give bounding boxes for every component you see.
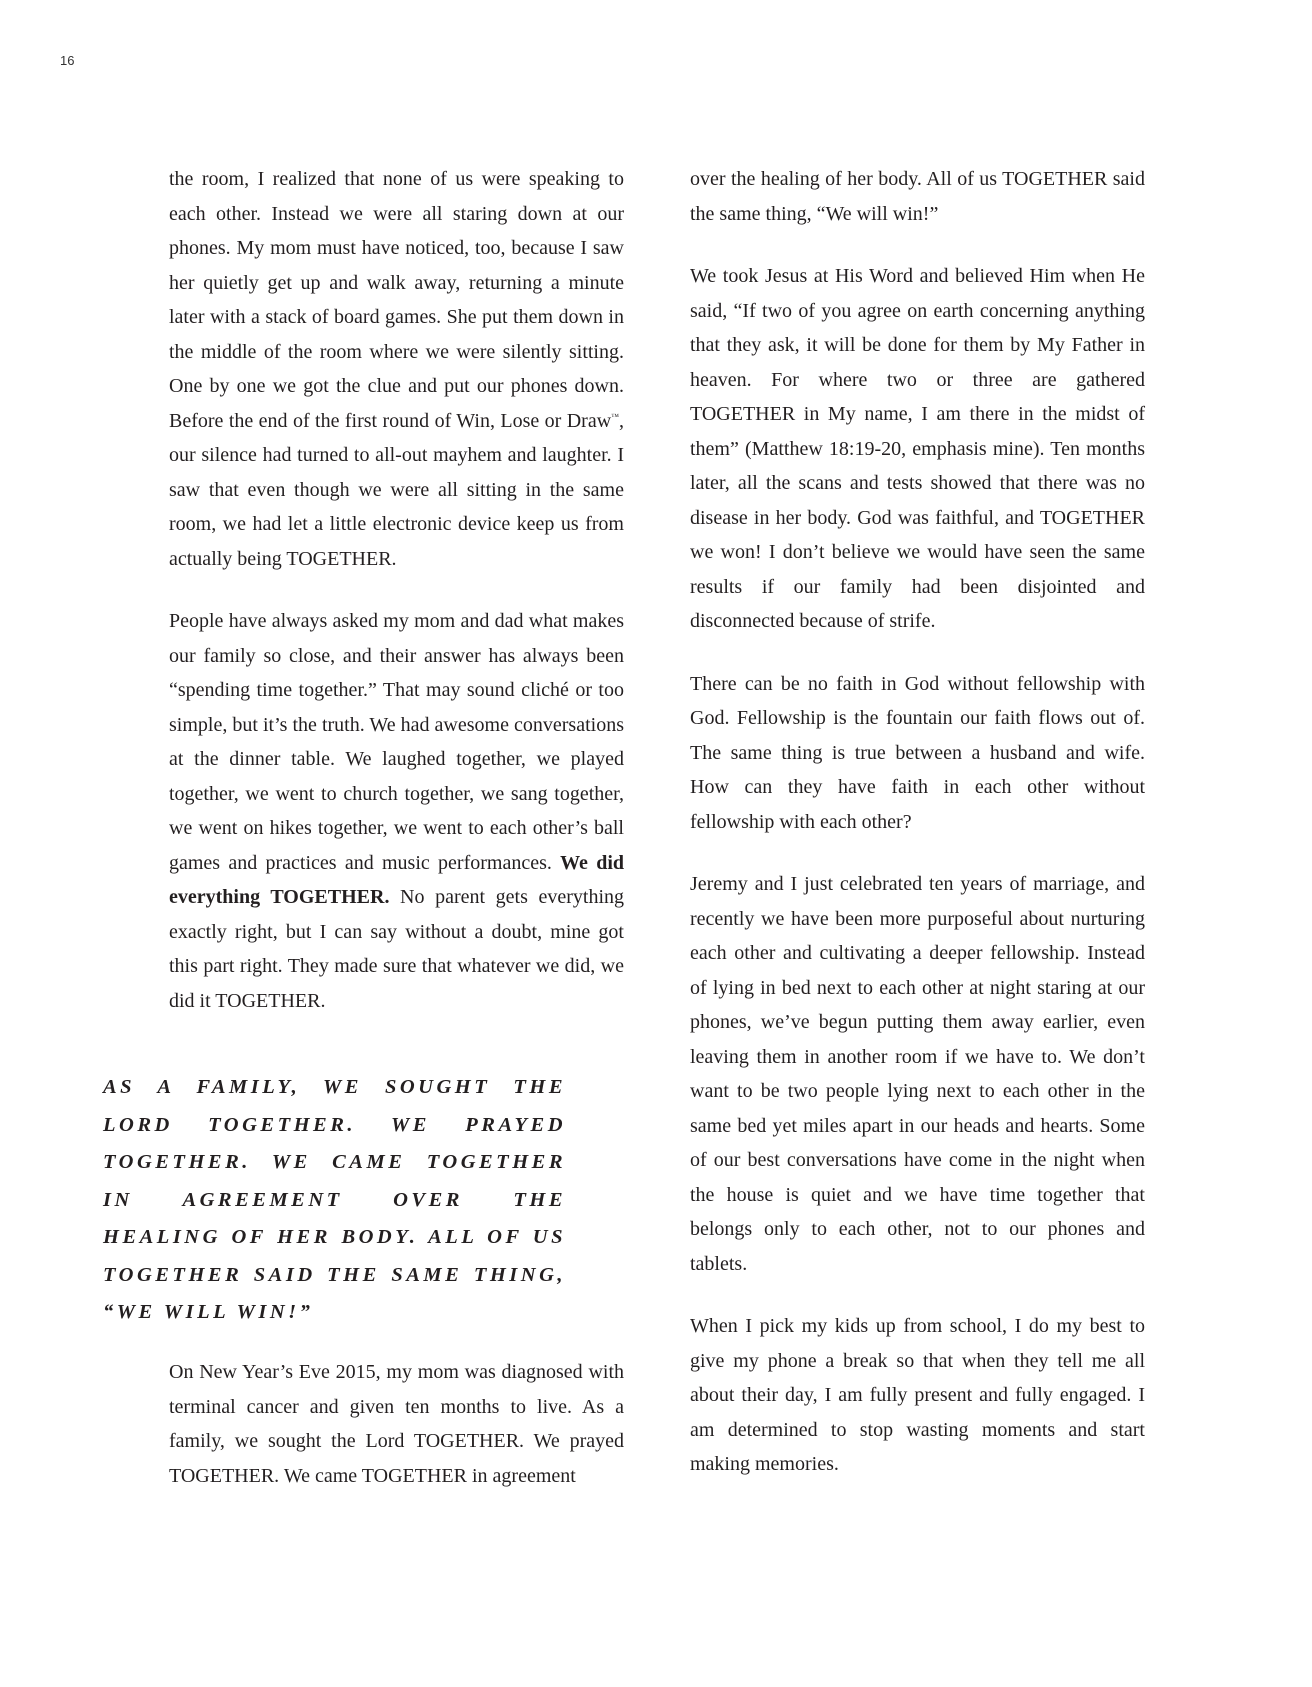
trademark-symbol: ™ bbox=[611, 411, 619, 421]
left-paragraph-2-text-b: No parent gets everything exactly right, but I can say without a doubt, mine got this part right. They made sure that whatever we did, we did it TOGETHER. bbox=[169, 886, 624, 1012]
right-paragraph-1: over the healing of her body. All of us TOGETHER said the same thing, “We will win!” bbox=[690, 168, 1145, 225]
right-paragraph-5: When I pick my kids up from school, I do my best to give my phone a break so that when they tell me all about their day, I am fully present and fully engaged. I am determined to stop wasting moments and start making memories. bbox=[690, 1315, 1145, 1475]
left-paragraph-2 bbox=[169, 604, 624, 1018]
left-paragraph-3: On New Year’s Eve 2015, my mom was diagnosed with terminal cancer and given ten months to live. As a family, we sought the Lord TOGETHER. We prayed TOGETHER. We came TOGETHER in agreement bbox=[169, 1361, 624, 1487]
left-paragraph-1-text-b: , our silence had turned to all-out mayhem and laughter. I saw that even though we were all sitting in the same room, we had let a little electronic device keep us from actually being TOGETHER. bbox=[169, 409, 624, 570]
left-column-top bbox=[169, 162, 624, 1046]
page-number: 16 bbox=[60, 53, 75, 68]
right-paragraph-2: We took Jesus at His Word and believed Him when He said, “If two of you agree on earth concerning anything that they ask, it will be done for them by My Father in heaven. For where two or three are gathered TOGETHER in My name, I am there in the midst of them” (Matthew 18:19-20, emphasis mine). Ten months later, all the scans and tests showed that there was no disease in her body. God was faithful, and TOGETHER we won! I don’t believe we would have seen the same results if our family had been disjointed and disconnected because of strife. bbox=[690, 265, 1145, 632]
right-paragraph-3: There can be no faith in God without fellowship with God. Fellowship is the fountain our faith flows out of. The same thing is true between a husband and wife. How can they have faith in each other without fellowship with each other? bbox=[690, 672, 1145, 833]
left-paragraph-2-bold: We did everything TOGETHER. bbox=[169, 851, 625, 908]
left-paragraph-1 bbox=[169, 162, 624, 576]
pull-quote: AS A FAMILY, WE SOUGHT THE LORD TOGETHER. WE PRAYED TOGETHER. WE CAME TOGETHER IN AGREEMENT OVER THE HEALING OF HER BODY. ALL OF US TOGETHER SAID THE SAME THING, “WE WILL WIN!” bbox=[103, 1076, 566, 1323]
left-paragraph-1-text-a: the room, I realized that none of us were speaking to each other. Instead we were all staring down at our phones. My mom must have noticed, too, because I saw her quietly get up and walk away, returning a minute later with a stack of board games. She put them down in the middle of the room where we were silently sitting. One by one we got the clue and put our phones down. Before the end of the first round of Win, Lose or Draw bbox=[169, 168, 624, 432]
right-paragraph-4: Jeremy and I just celebrated ten years of marriage, and recently we have been more purposeful about nurturing each other and cultivating a deeper fellowship. Instead of lying in bed next to each other at night staring at our phones, we’ve begun putting them away earlier, even leaving them in another room if we have to. We don’t want to be two people lying next to each other in the same bed yet miles apart in our heads and hearts. Some of our best conversations have come in the night when the house is quiet and we have time together that belongs only to each other, not to our phones and tablets. bbox=[690, 873, 1145, 1275]
left-paragraph-2-text-a: People have always asked my mom and dad what makes our family so close, and their answer has always been “spending time together.” That may sound cliché or too simple, but it’s the truth. We had awesome conversations at the dinner table. We laughed together, we played together, we went to church together, we sang together, we went on hikes together, we went to each other’s ball games and practices and music performances. bbox=[169, 610, 624, 874]
left-column-bottom bbox=[169, 1355, 624, 1521]
right-column bbox=[690, 162, 1145, 1510]
